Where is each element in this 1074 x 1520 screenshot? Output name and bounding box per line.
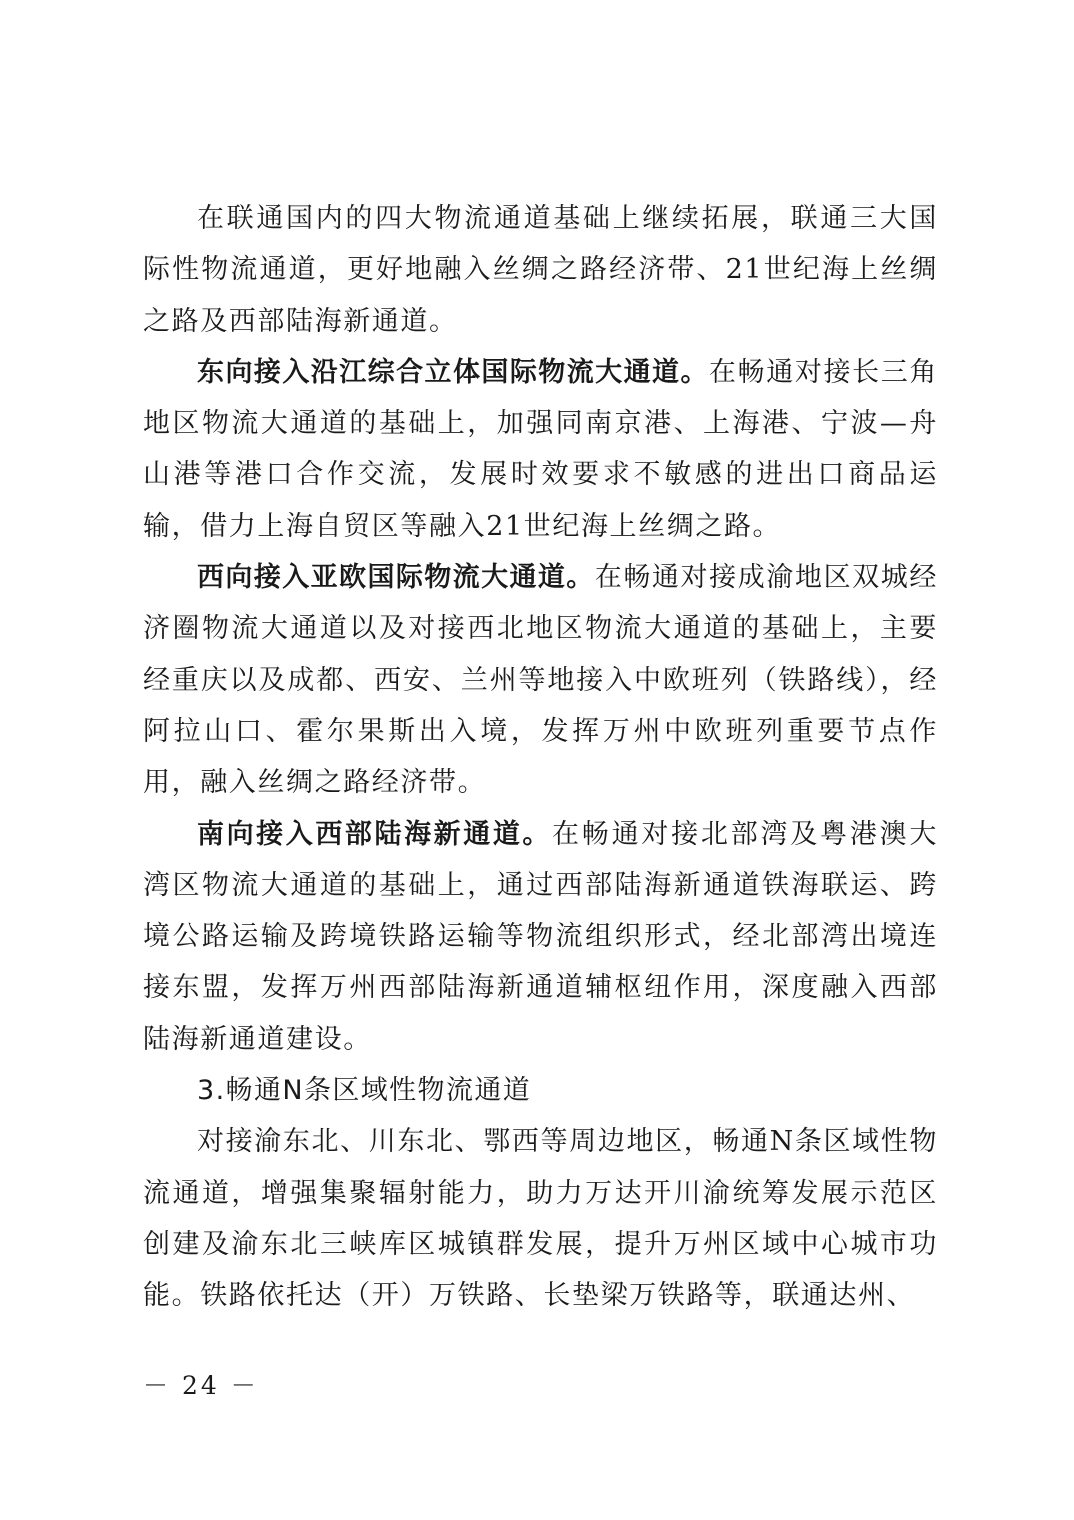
paragraph-heading: 东向接入沿江综合立体国际物流大通道。 xyxy=(197,356,709,388)
paragraph-regional-channels: 对接渝东北、川东北、鄂西等周边地区，畅通N条区域性物流通道，增强集聚辐射能力，助力万达开川渝统筹发展示范区创建及渝东北三峡库区城镇群发展，提升万州区域中心城市功能。铁路依托达（开）万铁路、长垫梁万铁路等，联通达州、 xyxy=(143,1126,938,1312)
paragraph-east-channel xyxy=(143,347,938,552)
paragraph-heading: 西向接入亚欧国际物流大通道。 xyxy=(197,562,595,594)
paragraph-text: 在联通国内的四大物流通道基础上继续拓展，联通三大国际性物流通道，更好地融入丝绸之路经济带、21世纪海上丝绸之路及西部陆海新通道。 xyxy=(143,203,938,337)
section-heading: 3.畅通N条区域性物流通道 xyxy=(197,1075,532,1107)
paragraph-text: 在畅通对接北部湾及粤港澳大湾区物流大通道的基础上，通过西部陆海新通道铁海联运、跨境公路运输及跨境铁路运输等物流组织形式，经北部湾出境连接东盟，发挥万州西部陆海新通道辅枢纽作用，深度融入西部陆海新通道建设。 xyxy=(143,818,938,1055)
page-number: － 24 － xyxy=(143,1371,259,1400)
paragraph-south-channel xyxy=(143,809,938,1065)
paragraph-intro xyxy=(143,193,938,347)
paragraph-west-channel xyxy=(143,552,938,808)
paragraph-text: 在畅通对接长三角地区物流大通道的基础上，加强同南京港、上海港、宁波—舟山港等港口合作交流，发展时效要求不敏感的进出口商品运输，借力上海自贸区等融入21世纪海上丝绸之路。 xyxy=(143,356,938,542)
paragraph-text: 在畅通对接成渝地区双城经济圈物流大通道以及对接西北地区物流大通道的基础上，主要经重庆以及成都、西安、兰州等地接入中欧班列（铁路线），经阿拉山口、霍尔果斯出入境，发挥万州中欧班列重要节点作用，融入丝绸之路经济带。 xyxy=(143,562,939,799)
body-text xyxy=(143,193,938,1322)
paragraph-heading: 南向接入西部陆海新通道。 xyxy=(197,818,552,850)
